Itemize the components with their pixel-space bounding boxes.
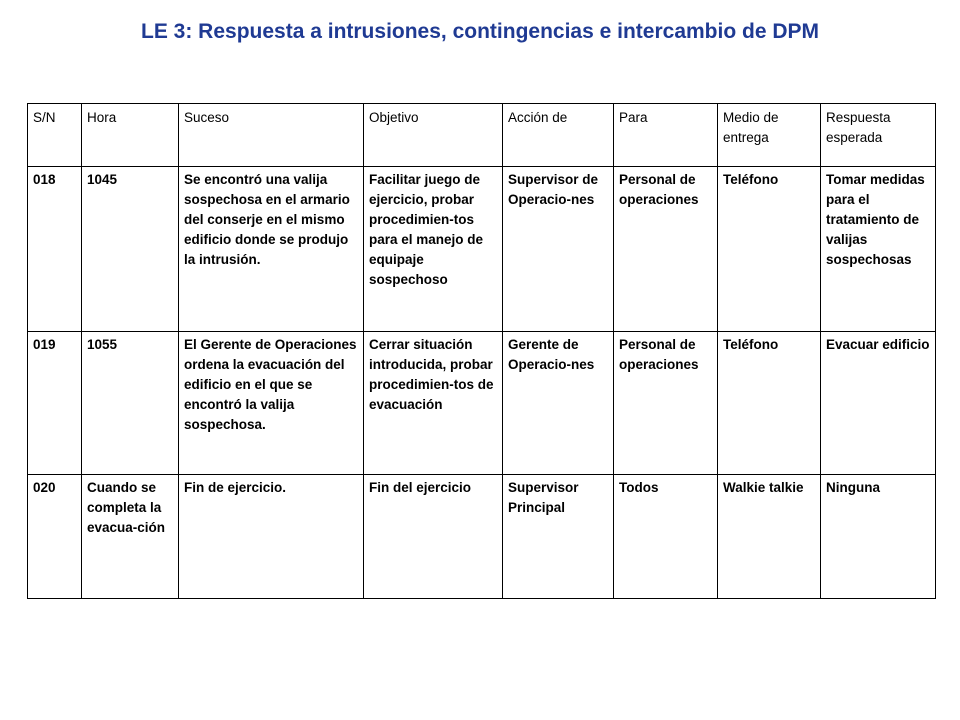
cell-sn: 018: [28, 167, 82, 332]
cell-hora: 1055: [82, 332, 179, 475]
cell-para: Personal de operaciones: [614, 332, 718, 475]
header-sn: S/N: [28, 104, 82, 167]
header-para: Para: [614, 104, 718, 167]
table-header-row: [28, 104, 936, 167]
cell-para: Personal de operaciones: [614, 167, 718, 332]
cell-para: Todos: [614, 475, 718, 599]
cell-objetivo: Cerrar situación introducida, probar procedimien-tos de evacuación: [364, 332, 503, 475]
cell-suceso: Fin de ejercicio.: [179, 475, 364, 599]
cell-medio: Teléfono: [718, 167, 821, 332]
cell-sn: 020: [28, 475, 82, 599]
exercise-table: [27, 103, 936, 599]
cell-sn: 019: [28, 332, 82, 475]
cell-respuesta: Tomar medidas para el tratamiento de valijas sospechosas: [821, 167, 936, 332]
cell-accion: Supervisor de Operacio-nes: [503, 167, 614, 332]
table-row: [28, 332, 936, 475]
header-accion: Acción de: [503, 104, 614, 167]
cell-respuesta: Evacuar edificio: [821, 332, 936, 475]
cell-objetivo: Fin del ejercicio: [364, 475, 503, 599]
cell-hora: 1045: [82, 167, 179, 332]
header-objetivo: Objetivo: [364, 104, 503, 167]
table-row: [28, 167, 936, 332]
cell-objetivo: Facilitar juego de ejercicio, probar procedimien-tos para el manejo de equipaje sospechoso: [364, 167, 503, 332]
page-title: LE 3: Respuesta a intrusiones, contingencias e intercambio de DPM: [141, 20, 819, 43]
cell-medio: Teléfono: [718, 332, 821, 475]
header-respuesta: Respuesta esperada: [821, 104, 936, 167]
cell-suceso: El Gerente de Operaciones ordena la evacuación del edificio en el que se encontró la valija sospechosa.: [179, 332, 364, 475]
cell-accion: Gerente de Operacio-nes: [503, 332, 614, 475]
header-hora: Hora: [82, 104, 179, 167]
cell-accion: Supervisor Principal: [503, 475, 614, 599]
cell-suceso: Se encontró una valija sospechosa en el armario del conserje en el mismo edificio donde se produjo la intrusión.: [179, 167, 364, 332]
table-row: [28, 475, 936, 599]
header-medio: Medio de entrega: [718, 104, 821, 167]
header-suceso: Suceso: [179, 104, 364, 167]
cell-hora: Cuando se completa la evacua-ción: [82, 475, 179, 599]
cell-medio: Walkie talkie: [718, 475, 821, 599]
cell-respuesta: Ninguna: [821, 475, 936, 599]
